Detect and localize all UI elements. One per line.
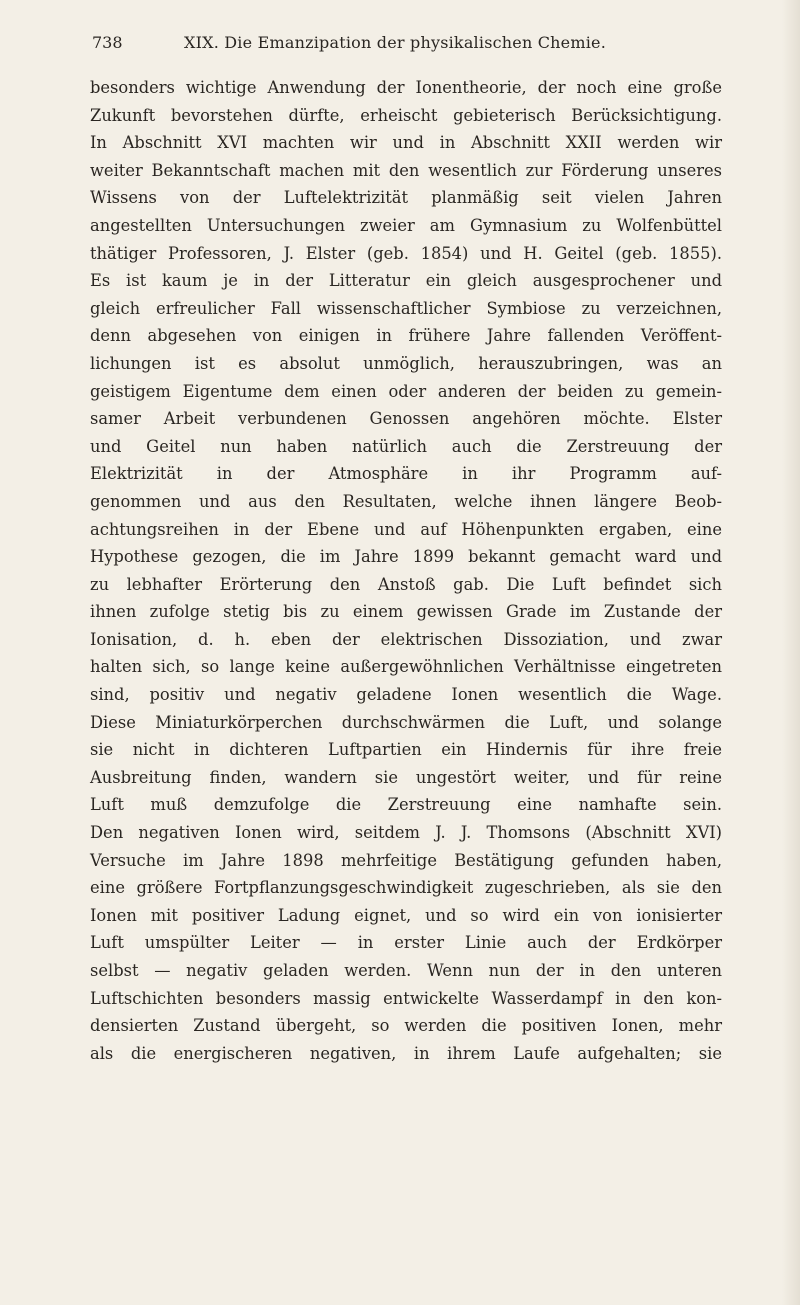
text-line: selbst — negativ geladen werden. Wenn nun der in den unteren [90,961,722,980]
running-head: XIX. Die Emanzipation der physikalischen Chemie. [184,33,606,52]
text-line: besonders wichtige Anwendung der Ionentheorie, der noch eine große [90,78,722,97]
text-line: Hypothese gezogen, die im Jahre 1899 bekannt gemacht ward und [90,547,722,567]
text-line: Luftschichten besonders massig entwickelte Wasserdampf in den kon- [90,988,722,1008]
text-line: denn abgesehen von einigen in frühere Jahre fallenden Veröffent- [90,326,722,346]
page-header [92,28,712,58]
text-line: densierten Zustand übergeht, so werden die positiven Ionen, mehr [90,1016,722,1036]
text-line: Ionisation, d. h. eben der elektrischen Dissoziation, und zwar [90,629,722,649]
text-line: Luft umspülter Leiter — in erster Linie auch der Erdkörper [90,933,722,953]
text-line: angestellten Untersuchungen zweier am Gymnasium zu Wolfenbüttel [90,215,722,235]
text-line: achtungsreihen in der Ebene und auf Höhenpunkten ergaben, eine [90,519,722,539]
text-line: gleich erfreulicher Fall wissenschaftlicher Symbiose zu verzeichnen, [90,298,722,318]
text-line: halten sich, so lange keine außergewöhnlichen Verhältnisse eingetreten [90,657,722,677]
text-line: sie nicht in dichteren Luftpartien ein Hindernis für ihre freie [90,740,722,760]
text-line: und Geitel nun haben natürlich auch die Zerstreuung der [90,436,722,456]
text-line: Es ist kaum je in der Litteratur ein gleich ausgesprochener und [90,271,722,291]
text-line: Luft muß demzufolge die Zerstreuung eine namhafte sein. [90,795,722,815]
text-line: eine größere Fortpflanzungsgeschwindigkeit zugeschrieben, als sie den [90,878,722,898]
text-line: sind, positiv und negativ geladene Ionen wesentlich die Wage. [90,685,722,705]
text-line: Ionen mit positiver Ladung eignet, und so wird ein von ionisierter [90,905,722,925]
text-line: In Abschnitt XVI machten wir und in Abschnitt XXII werden wir [90,133,722,153]
text-line: samer Arbeit verbundenen Genossen angehören möchte. Elster [90,409,722,429]
text-line: ihnen zufolge stetig bis zu einem gewissen Grade im Zustande der [90,602,722,622]
text-line: weiter Bekanntschaft machen mit den wesentlich zur Förderung unseres [90,160,722,180]
text-line: genommen und aus den Resultaten, welche ihnen längere Beob- [90,491,722,511]
text-line: geistigem Eigentume dem einen oder anderen der beiden zu gemein- [90,381,722,401]
text-line: zu lebhafter Erörterung den Anstoß gab. Die Luft befindet sich [90,574,722,594]
text-line: Diese Miniaturkörperchen durchschwärmen die Luft, und solange [90,712,722,732]
text-line: Elektrizität in der Atmosphäre in ihr Programm auf- [90,464,722,484]
page-edge-shadow [782,0,800,1305]
page-number: 738 [92,33,123,52]
text-line: Wissens von der Luftelektrizität planmäßig seit vielen Jahren [90,188,722,208]
text-line: thätiger Professoren, J. Elster (geb. 1854) und H. Geitel (geb. 1855). [90,243,722,263]
body-text [90,74,722,1067]
text-line: als die energischeren negativen, in ihrem Laufe aufgehalten; sie [90,1043,722,1063]
text-line: Ausbreitung finden, wandern sie ungestört weiter, und für reine [90,767,722,787]
text-line: Den negativen Ionen wird, seitdem J. J. Thomsons (Abschnitt XVI) [90,823,722,843]
text-line: Versuche im Jahre 1898 mehrfeitige Bestätigung gefunden haben, [90,850,722,870]
text-line: lichungen ist es absolut unmöglich, herauszubringen, was an [90,353,722,373]
text-line: Zukunft bevorstehen dürfte, erheischt gebieterisch Berücksichtigung. [90,105,722,125]
